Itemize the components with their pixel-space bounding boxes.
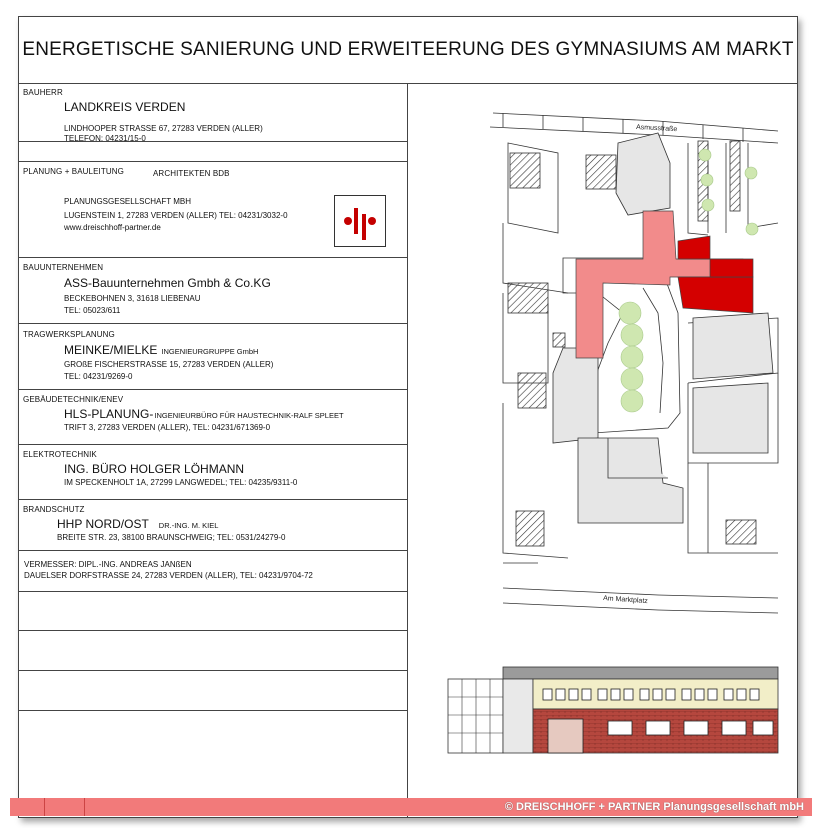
gebaeudetechnik-name: HLS-PLANUNG-INGENIEURBÜRO FÜR HAUSTECHNIK-RALF SPLEET — [64, 407, 344, 421]
architekten-label: ARCHITEKTEN BDB — [153, 169, 230, 178]
title-sheet — [18, 16, 798, 818]
copyright-bar — [10, 798, 812, 816]
copyright-text: © DREISCHHOFF + PARTNER Planungsgesellschaft mbH — [504, 801, 804, 813]
brandschutz-block — [19, 500, 407, 551]
empty-row — [19, 592, 407, 631]
vermesser-name: VERMESSER: DIPL.-ING. ANDREAS JANßEN — [24, 560, 192, 569]
bauherr-block — [19, 83, 407, 142]
tragwerk-label: TRAGWERKSPLANUNG — [23, 330, 115, 339]
bauunternehmen-block — [19, 257, 407, 324]
bauherr-label: BAUHERR — [23, 88, 63, 97]
title-block-column — [19, 83, 408, 817]
bauherr-address: LINDHOOPER STRASSE 67, 27283 VERDEN (ALLER) — [64, 124, 263, 133]
bauunternehmen-name: ASS-Bauunternehmen Gmbh & Co.KG — [64, 276, 271, 290]
tragwerk-phone: TEL: 04231/9269-0 — [64, 372, 133, 381]
bauunternehmen-phone: TEL: 05023/611 — [64, 306, 121, 315]
vermesser-address: DAUELSER DORFSTRASSE 24, 27283 VERDEN (ALLER), TEL: 04231/9704-72 — [24, 571, 313, 580]
elektrotechnik-block — [19, 445, 407, 500]
empty-row — [19, 631, 407, 671]
site-plan-drawing — [408, 83, 797, 817]
page-title: ENERGETISCHE SANIERUNG UND ERWEITEERUNG DES GYMNASIUMS AM MARKT — [22, 39, 794, 60]
bauunternehmen-address: BECKEBOHNEN 3, 31618 LIEBENAU — [64, 294, 201, 303]
title-bar — [19, 17, 797, 84]
elektrotechnik-address: IM SPECKENHOLT 1A, 27299 LANGWEDEL; TEL: 04235/9311-0 — [64, 478, 298, 487]
street-label-top: Asmusstraße — [635, 124, 678, 134]
bauherr-phone: TELEFON: 04231/15-0 — [64, 134, 146, 143]
gebaeudetechnik-block — [19, 390, 407, 445]
bauherr-name: LANDKREIS VERDEN — [64, 100, 186, 114]
gebaeudetechnik-label: GEBÄUDETECHNIK/ENEV — [23, 395, 124, 404]
brandschutz-name: HHP NORD/OST DR.-ING. M. KIEL — [57, 517, 219, 531]
gebaeudetechnik-address: TRIFT 3, 27283 VERDEN (ALLER), TEL: 04231/671369-0 — [64, 423, 271, 432]
vermesser-block — [19, 551, 407, 592]
planung-website: www.dreischhoff-partner.de — [64, 223, 161, 232]
brandschutz-label: BRANDSCHUTZ — [23, 505, 85, 514]
dreischhoff-logo — [334, 195, 386, 247]
elektrotechnik-label: ELEKTROTECHNIK — [23, 450, 97, 459]
planung-label: PLANUNG + BAULEITUNG — [23, 167, 124, 176]
tragwerk-block — [19, 324, 407, 390]
street-label-bottom: Am Marktplatz — [602, 595, 648, 606]
tragwerk-name: MEINKE/MIELKE INGENIEURGRUPPE GmbH — [64, 343, 259, 357]
brandschutz-address: BREITE STR. 23, 38100 BRAUNSCHWEIG; TEL: 0531/24279-0 — [57, 533, 286, 542]
bauunternehmen-label: BAUUNTERNEHMEN — [23, 263, 104, 272]
drawing-area — [408, 83, 797, 817]
elektrotechnik-name: ING. BÜRO HOLGER LÖHMANN — [64, 462, 245, 476]
tragwerk-address: GROßE FISCHERSTRASSE 15, 27283 VERDEN (ALLER) — [64, 360, 274, 369]
empty-row — [19, 671, 407, 711]
planung-address: LUGENSTEIN 1, 27283 VERDEN (ALLER) TEL: 04231/3032-0 — [64, 211, 288, 220]
planung-company: PLANUNGSGESELLSCHAFT MBH — [64, 197, 191, 206]
facade-elevation — [448, 667, 778, 753]
